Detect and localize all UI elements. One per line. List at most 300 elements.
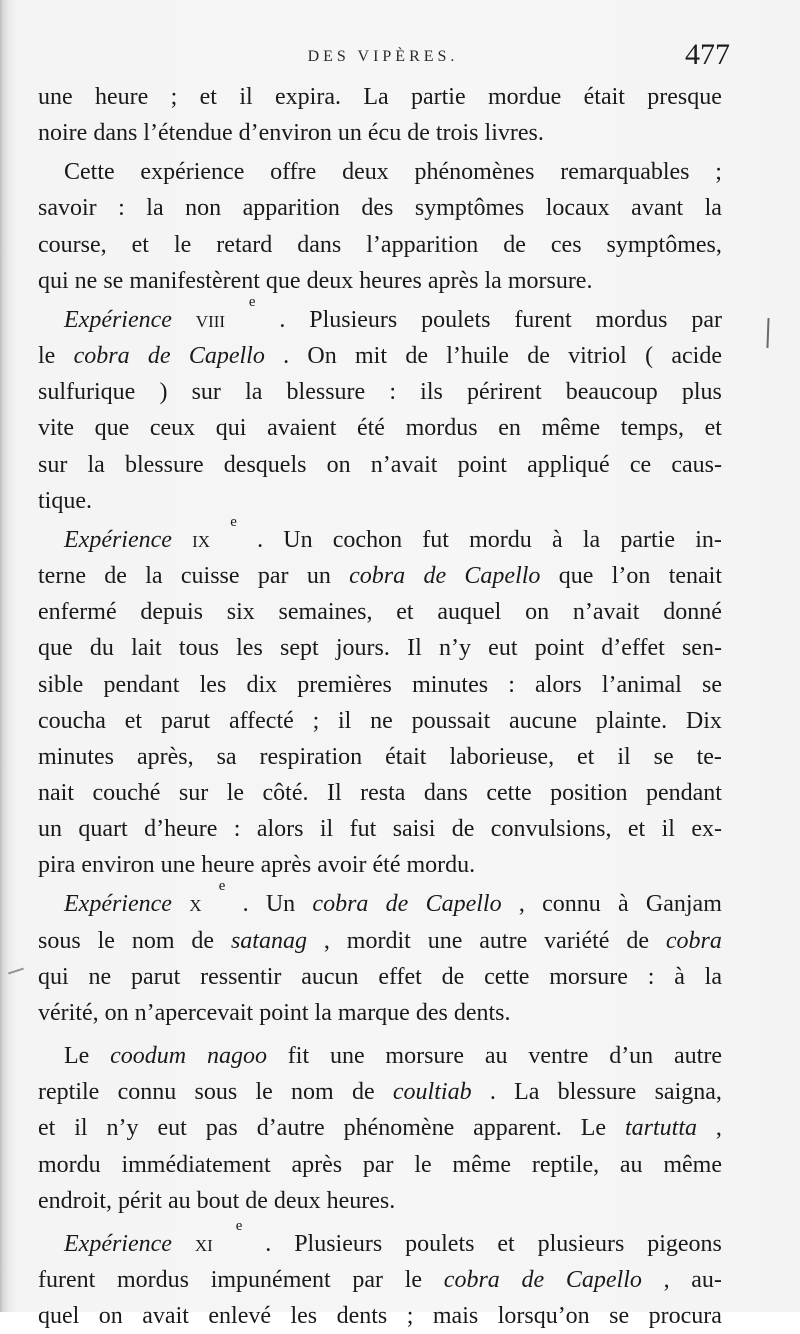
text-word: parut bbox=[130, 963, 181, 990]
italic-text: cobra bbox=[665, 927, 722, 954]
text-word: n’avait bbox=[370, 451, 438, 478]
text-word: plainte. bbox=[595, 707, 668, 734]
text-word: au bbox=[619, 1151, 643, 1178]
text-word: premières bbox=[297, 671, 392, 698]
roman-numeral: xi bbox=[194, 1230, 213, 1257]
text-word: desquels bbox=[223, 451, 307, 478]
text-line bbox=[38, 1183, 722, 1219]
text-word: la bbox=[582, 526, 601, 553]
text-word: mordus bbox=[405, 415, 478, 442]
text-word: après bbox=[291, 1151, 343, 1178]
text-word: que bbox=[38, 635, 73, 662]
text-word: blessure bbox=[557, 1079, 637, 1106]
text-word: de bbox=[441, 963, 465, 990]
text-word: ; bbox=[312, 707, 320, 734]
text-word: , bbox=[663, 1267, 670, 1293]
text-word: On bbox=[307, 343, 337, 370]
text-word: d’heure bbox=[144, 816, 218, 843]
text-word: et bbox=[199, 84, 217, 110]
text-word: lorsqu’on bbox=[497, 1303, 590, 1330]
text-word: sur bbox=[38, 451, 68, 478]
text-word: six bbox=[226, 599, 255, 626]
text-word: mordue bbox=[487, 84, 562, 110]
italic-text: Expérience bbox=[64, 526, 172, 553]
text-word: fut bbox=[349, 816, 377, 843]
text-word: retard bbox=[216, 231, 273, 258]
text-word: reptile bbox=[38, 1079, 100, 1106]
text-word: avaient bbox=[267, 415, 337, 442]
text-word: remarquables bbox=[560, 159, 690, 186]
text-word: course, bbox=[38, 231, 107, 258]
italic-text: de bbox=[147, 343, 171, 370]
text-word: vite bbox=[38, 415, 74, 442]
text-word: de bbox=[405, 343, 428, 370]
text-word: les bbox=[199, 671, 227, 698]
text-word: qui bbox=[215, 415, 247, 442]
text-word: locaux bbox=[545, 195, 610, 222]
text-word: le bbox=[414, 1151, 432, 1178]
text-word: savoir bbox=[38, 195, 97, 222]
ordinal-superscript: e bbox=[230, 513, 237, 530]
text-word: qui bbox=[38, 963, 69, 990]
text-line bbox=[38, 410, 722, 446]
text-line bbox=[38, 923, 722, 959]
text-word: la bbox=[704, 963, 722, 990]
text-word: par bbox=[691, 306, 722, 333]
text-word: il bbox=[661, 816, 675, 843]
italic-text: cobra bbox=[349, 563, 406, 590]
text-line bbox=[38, 263, 722, 299]
text-word: saisi bbox=[392, 816, 436, 843]
text-word: pigeons bbox=[647, 1230, 722, 1257]
text-word: point bbox=[534, 635, 585, 662]
text-word: terne bbox=[38, 563, 86, 590]
text-line bbox=[38, 1217, 722, 1262]
text-word: mais bbox=[432, 1303, 479, 1330]
text-line bbox=[38, 338, 722, 374]
italic-text: cobra bbox=[443, 1267, 500, 1293]
text-word: furent bbox=[514, 306, 572, 333]
text-word: les bbox=[290, 1303, 318, 1330]
text-word: presque bbox=[647, 84, 722, 110]
text-word: coucha bbox=[38, 707, 106, 734]
text-word: de bbox=[626, 927, 649, 954]
text-word: eut bbox=[157, 1115, 187, 1142]
italic-text: de bbox=[423, 563, 447, 590]
text-word: Cette bbox=[64, 159, 115, 186]
text-word: de bbox=[527, 343, 550, 370]
text-word: pendant bbox=[645, 779, 722, 806]
text-word: connu bbox=[117, 1079, 177, 1106]
text-word: le bbox=[97, 927, 115, 954]
text-line bbox=[38, 79, 722, 115]
text-word: et bbox=[704, 415, 722, 442]
text-line bbox=[38, 190, 722, 226]
margin-mark bbox=[766, 318, 769, 348]
text-word: il bbox=[338, 707, 352, 734]
italic-text: de bbox=[521, 1267, 545, 1293]
text-word: un bbox=[38, 816, 62, 843]
text-word: . bbox=[265, 1230, 272, 1257]
text-word: nait bbox=[38, 779, 74, 806]
text-line bbox=[38, 995, 722, 1031]
text-word: ces bbox=[550, 231, 582, 258]
italic-text: de bbox=[385, 891, 409, 918]
text-word: cuisse bbox=[180, 563, 240, 590]
text-word: le bbox=[404, 1267, 423, 1293]
text-word: le bbox=[38, 343, 56, 370]
text-word: on bbox=[326, 451, 351, 478]
ordinal-superscript: e bbox=[235, 1217, 243, 1234]
text-word: d’autre bbox=[256, 1115, 325, 1142]
text-word: autre bbox=[479, 927, 528, 954]
page-number: 477 bbox=[685, 38, 730, 71]
text-word: de bbox=[503, 231, 526, 258]
text-segment: pira environ une heure après avoir été mordu. bbox=[38, 852, 476, 879]
text-word: eut bbox=[488, 635, 518, 662]
text-segment: endroit, périt au bout de deux heures. bbox=[38, 1187, 396, 1214]
text-word: nom bbox=[131, 927, 175, 954]
text-line bbox=[38, 1074, 722, 1110]
text-word: symptômes, bbox=[606, 231, 722, 258]
text-word: de bbox=[451, 816, 475, 843]
text-word: à bbox=[674, 963, 685, 990]
italic-text: cobra bbox=[73, 343, 130, 370]
text-word: il bbox=[74, 1115, 88, 1142]
text-word: d’effet bbox=[601, 635, 665, 662]
text-word: cette bbox=[486, 779, 532, 806]
text-line bbox=[38, 630, 722, 666]
roman-numeral: viii bbox=[195, 306, 226, 333]
text-word: apparition bbox=[242, 195, 340, 222]
text-line bbox=[38, 667, 722, 703]
italic-text: Expérience bbox=[64, 1230, 172, 1257]
text-word: mordu bbox=[469, 526, 532, 553]
text-word: et bbox=[124, 707, 143, 734]
text-word: même bbox=[452, 1151, 512, 1178]
text-word: se bbox=[653, 743, 674, 770]
text-line bbox=[38, 558, 722, 594]
text-word: alors bbox=[535, 671, 582, 698]
text-word: blessure bbox=[286, 379, 366, 406]
text-word: sous bbox=[194, 1079, 238, 1106]
text-word: Un bbox=[283, 526, 313, 553]
text-word: l’on bbox=[611, 563, 651, 590]
text-word: et bbox=[396, 599, 414, 626]
text-word: ressentir bbox=[200, 963, 282, 990]
text-word: il bbox=[239, 84, 253, 110]
text-word: donné bbox=[663, 599, 722, 626]
text-segment: qui ne se manifestèrent que deux heures après la morsure. bbox=[38, 267, 593, 294]
text-word: mit bbox=[355, 343, 388, 370]
text-word: aucun bbox=[301, 963, 359, 990]
text-word: poulets bbox=[405, 1230, 475, 1257]
text-word: : bbox=[389, 379, 397, 406]
text-word: . bbox=[242, 891, 249, 918]
italic-text: tartutta bbox=[624, 1115, 697, 1142]
text-word: sept bbox=[280, 635, 319, 662]
text-word: dans bbox=[297, 231, 342, 258]
text-word: , bbox=[323, 927, 330, 954]
text-word: ce bbox=[629, 451, 652, 478]
text-word: sous bbox=[38, 927, 81, 954]
text-word: de bbox=[191, 927, 215, 954]
text-word: et bbox=[38, 1115, 56, 1142]
text-word: alors bbox=[256, 816, 304, 843]
text-segment: tique. bbox=[38, 487, 92, 514]
text-segment: noire dans l’étendue d’environ un écu de trois livres. bbox=[38, 120, 544, 147]
text-line bbox=[38, 1110, 722, 1146]
text-line bbox=[38, 847, 722, 883]
text-word: au- bbox=[691, 1267, 722, 1293]
text-word: à bbox=[552, 526, 563, 553]
text-word: . bbox=[489, 1079, 496, 1106]
text-word: et bbox=[131, 231, 149, 258]
text-word: saigna, bbox=[654, 1079, 722, 1106]
text-word: apparent. bbox=[473, 1115, 562, 1142]
text-word: minutes bbox=[38, 743, 114, 770]
text-word: les bbox=[236, 635, 263, 662]
text-word: minutes bbox=[412, 671, 489, 698]
text-word: après, bbox=[136, 743, 194, 770]
text-word: la bbox=[87, 451, 105, 478]
text-line bbox=[38, 227, 722, 263]
text-word: offre bbox=[270, 159, 317, 186]
text-word: l’animal bbox=[601, 671, 682, 698]
text-word: ne bbox=[370, 707, 393, 734]
text-word: aucune bbox=[509, 707, 577, 734]
italic-text: coodum bbox=[110, 1043, 187, 1070]
text-word: la bbox=[145, 563, 163, 590]
text-line bbox=[38, 959, 722, 995]
italic-text: Expérience bbox=[64, 891, 172, 918]
text-word: Plusieurs bbox=[309, 306, 398, 333]
margin-mark bbox=[8, 968, 24, 975]
text-word: , bbox=[518, 891, 525, 918]
text-word: caus- bbox=[671, 451, 722, 478]
body-text bbox=[38, 79, 722, 1334]
text-word: heure bbox=[95, 84, 149, 110]
italic-text: Capello bbox=[425, 891, 502, 918]
text-word: ( bbox=[645, 343, 654, 370]
text-word: : bbox=[508, 671, 515, 698]
text-line bbox=[38, 1298, 722, 1334]
text-word: procura bbox=[648, 1303, 722, 1330]
text-line bbox=[38, 374, 722, 410]
text-word: même bbox=[663, 1151, 722, 1178]
text-word: symptômes bbox=[414, 195, 525, 222]
text-word: depuis bbox=[140, 599, 204, 626]
text-line bbox=[38, 447, 722, 483]
text-word: sen- bbox=[681, 635, 722, 662]
text-word: te- bbox=[696, 743, 722, 770]
text-word: morsure bbox=[549, 963, 628, 990]
text-word: à bbox=[617, 891, 629, 918]
text-word: poussait bbox=[411, 707, 491, 734]
text-word: le bbox=[226, 779, 245, 806]
text-word: expérience bbox=[140, 159, 245, 186]
text-word: ne bbox=[88, 963, 112, 990]
text-word: cette bbox=[484, 963, 530, 990]
text-word: avait bbox=[142, 1303, 189, 1330]
text-word: . bbox=[279, 306, 286, 333]
text-word: Ganjam bbox=[645, 891, 722, 918]
text-word: de bbox=[351, 1079, 375, 1106]
text-word: une bbox=[427, 927, 463, 954]
text-word: ventre bbox=[528, 1043, 589, 1070]
text-word: sulfurique bbox=[38, 379, 136, 406]
text-word: affecté bbox=[228, 707, 294, 734]
text-word: expira. bbox=[275, 84, 341, 110]
text-word: cochon bbox=[332, 526, 403, 553]
text-word: fut bbox=[422, 526, 449, 553]
text-word: sible bbox=[38, 671, 84, 698]
text-word: plus bbox=[681, 379, 722, 406]
text-word: sa bbox=[216, 743, 237, 770]
text-word: respiration bbox=[259, 743, 363, 770]
text-line bbox=[38, 878, 722, 922]
text-word: Plusieurs bbox=[294, 1230, 383, 1257]
text-word: appliqué bbox=[527, 451, 610, 478]
running-head: DES VIPÈRES. bbox=[307, 48, 459, 65]
text-word: vitriol bbox=[568, 343, 627, 370]
italic-text: Capello bbox=[565, 1267, 642, 1293]
text-line bbox=[38, 293, 722, 338]
text-word: sur bbox=[178, 779, 209, 806]
text-word: mordus bbox=[595, 306, 668, 333]
text-line bbox=[38, 775, 722, 811]
text-word: couché bbox=[92, 779, 161, 806]
text-word: nom bbox=[291, 1079, 334, 1106]
text-word: mordit bbox=[346, 927, 411, 954]
text-word: la bbox=[245, 379, 263, 406]
text-word: par bbox=[257, 563, 289, 590]
text-word: dix bbox=[246, 671, 278, 698]
text-word: et bbox=[627, 816, 646, 843]
text-word: temps, bbox=[620, 415, 685, 442]
text-word: il bbox=[319, 816, 334, 843]
text-word: dents bbox=[336, 1303, 388, 1330]
italic-text: satanag bbox=[230, 927, 307, 954]
text-word: on bbox=[98, 1303, 123, 1330]
text-word: : bbox=[233, 816, 241, 843]
ordinal-superscript: e bbox=[218, 878, 226, 895]
text-word: La bbox=[514, 1079, 540, 1106]
text-word: des bbox=[361, 195, 394, 222]
text-word: était bbox=[385, 743, 427, 770]
text-word: tenait bbox=[668, 563, 722, 590]
italic-text: Expérience bbox=[64, 306, 172, 333]
text-word: auquel bbox=[437, 599, 502, 626]
text-word: sur bbox=[191, 379, 221, 406]
italic-text: nagoo bbox=[206, 1043, 267, 1070]
text-word: une bbox=[329, 1043, 365, 1070]
text-word: phénomène bbox=[343, 1115, 455, 1142]
italic-text: cobra bbox=[312, 891, 369, 918]
text-word: dans bbox=[423, 779, 468, 806]
text-word: : bbox=[647, 963, 655, 990]
text-word: même bbox=[541, 415, 601, 442]
text-word: la bbox=[146, 195, 164, 222]
text-line bbox=[38, 1262, 722, 1298]
text-word: non bbox=[185, 195, 222, 222]
text-word: été bbox=[356, 415, 385, 442]
text-word: , bbox=[715, 1115, 722, 1142]
text-word: reptile, bbox=[531, 1151, 600, 1178]
text-word: d’un bbox=[609, 1043, 654, 1070]
text-word: laborieuse, bbox=[449, 743, 555, 770]
text-word: on bbox=[525, 599, 550, 626]
text-word: pas bbox=[205, 1115, 238, 1142]
text-word: acide bbox=[671, 343, 722, 370]
text-word: un bbox=[306, 563, 331, 590]
text-word: par bbox=[352, 1267, 384, 1293]
text-line bbox=[38, 154, 722, 190]
text-word: deux bbox=[342, 159, 389, 186]
text-word: tous bbox=[178, 635, 219, 662]
text-word: convulsions, bbox=[490, 816, 612, 843]
roman-numeral: x bbox=[189, 891, 202, 918]
text-word: Il bbox=[326, 779, 342, 806]
text-word: au bbox=[484, 1043, 508, 1070]
text-word: Il bbox=[407, 635, 422, 662]
text-segment: vérité, on n’apercevait point la marque des dents. bbox=[38, 999, 511, 1026]
text-line bbox=[38, 594, 722, 630]
text-word: Dix bbox=[685, 707, 722, 734]
text-word: furent bbox=[38, 1267, 96, 1293]
text-word: se bbox=[701, 671, 722, 698]
text-word: phénomènes bbox=[414, 159, 535, 186]
text-word: partie bbox=[410, 84, 466, 110]
text-word: in- bbox=[695, 526, 722, 553]
text-word: . bbox=[283, 343, 290, 370]
text-word: le bbox=[173, 231, 192, 258]
text-word: ils bbox=[420, 379, 443, 406]
text-word: se bbox=[609, 1303, 630, 1330]
italic-text: coultiab bbox=[392, 1079, 472, 1106]
text-word: mordus bbox=[117, 1267, 190, 1293]
text-word: n’y bbox=[106, 1115, 139, 1142]
text-word: n’y bbox=[438, 635, 471, 662]
text-word: pendant bbox=[103, 671, 180, 698]
italic-text: Capello bbox=[464, 563, 541, 590]
text-word: Le bbox=[580, 1115, 607, 1142]
text-word: avant bbox=[631, 195, 684, 222]
text-word: enfermé bbox=[38, 599, 117, 626]
text-word: La bbox=[363, 84, 389, 110]
text-word: l’huile bbox=[446, 343, 509, 370]
text-word: ceux bbox=[149, 415, 196, 442]
text-word: semaines, bbox=[278, 599, 373, 626]
text-word: variété bbox=[544, 927, 610, 954]
text-word: blessure bbox=[124, 451, 204, 478]
text-word: connu bbox=[542, 891, 601, 918]
text-word: plusieurs bbox=[537, 1230, 625, 1257]
text-word: ; bbox=[715, 159, 722, 186]
text-word: enlevé bbox=[208, 1303, 271, 1330]
text-word: il bbox=[617, 743, 631, 770]
text-line bbox=[38, 703, 722, 739]
text-line bbox=[38, 483, 722, 519]
text-line bbox=[38, 513, 722, 558]
text-word: fit bbox=[287, 1043, 310, 1070]
text-word: immédiatement bbox=[121, 1151, 271, 1178]
text-word: du bbox=[89, 635, 114, 662]
text-word: mordu bbox=[38, 1151, 101, 1178]
text-word: effet bbox=[378, 963, 422, 990]
text-word: parut bbox=[160, 707, 211, 734]
text-word: en bbox=[498, 415, 521, 442]
